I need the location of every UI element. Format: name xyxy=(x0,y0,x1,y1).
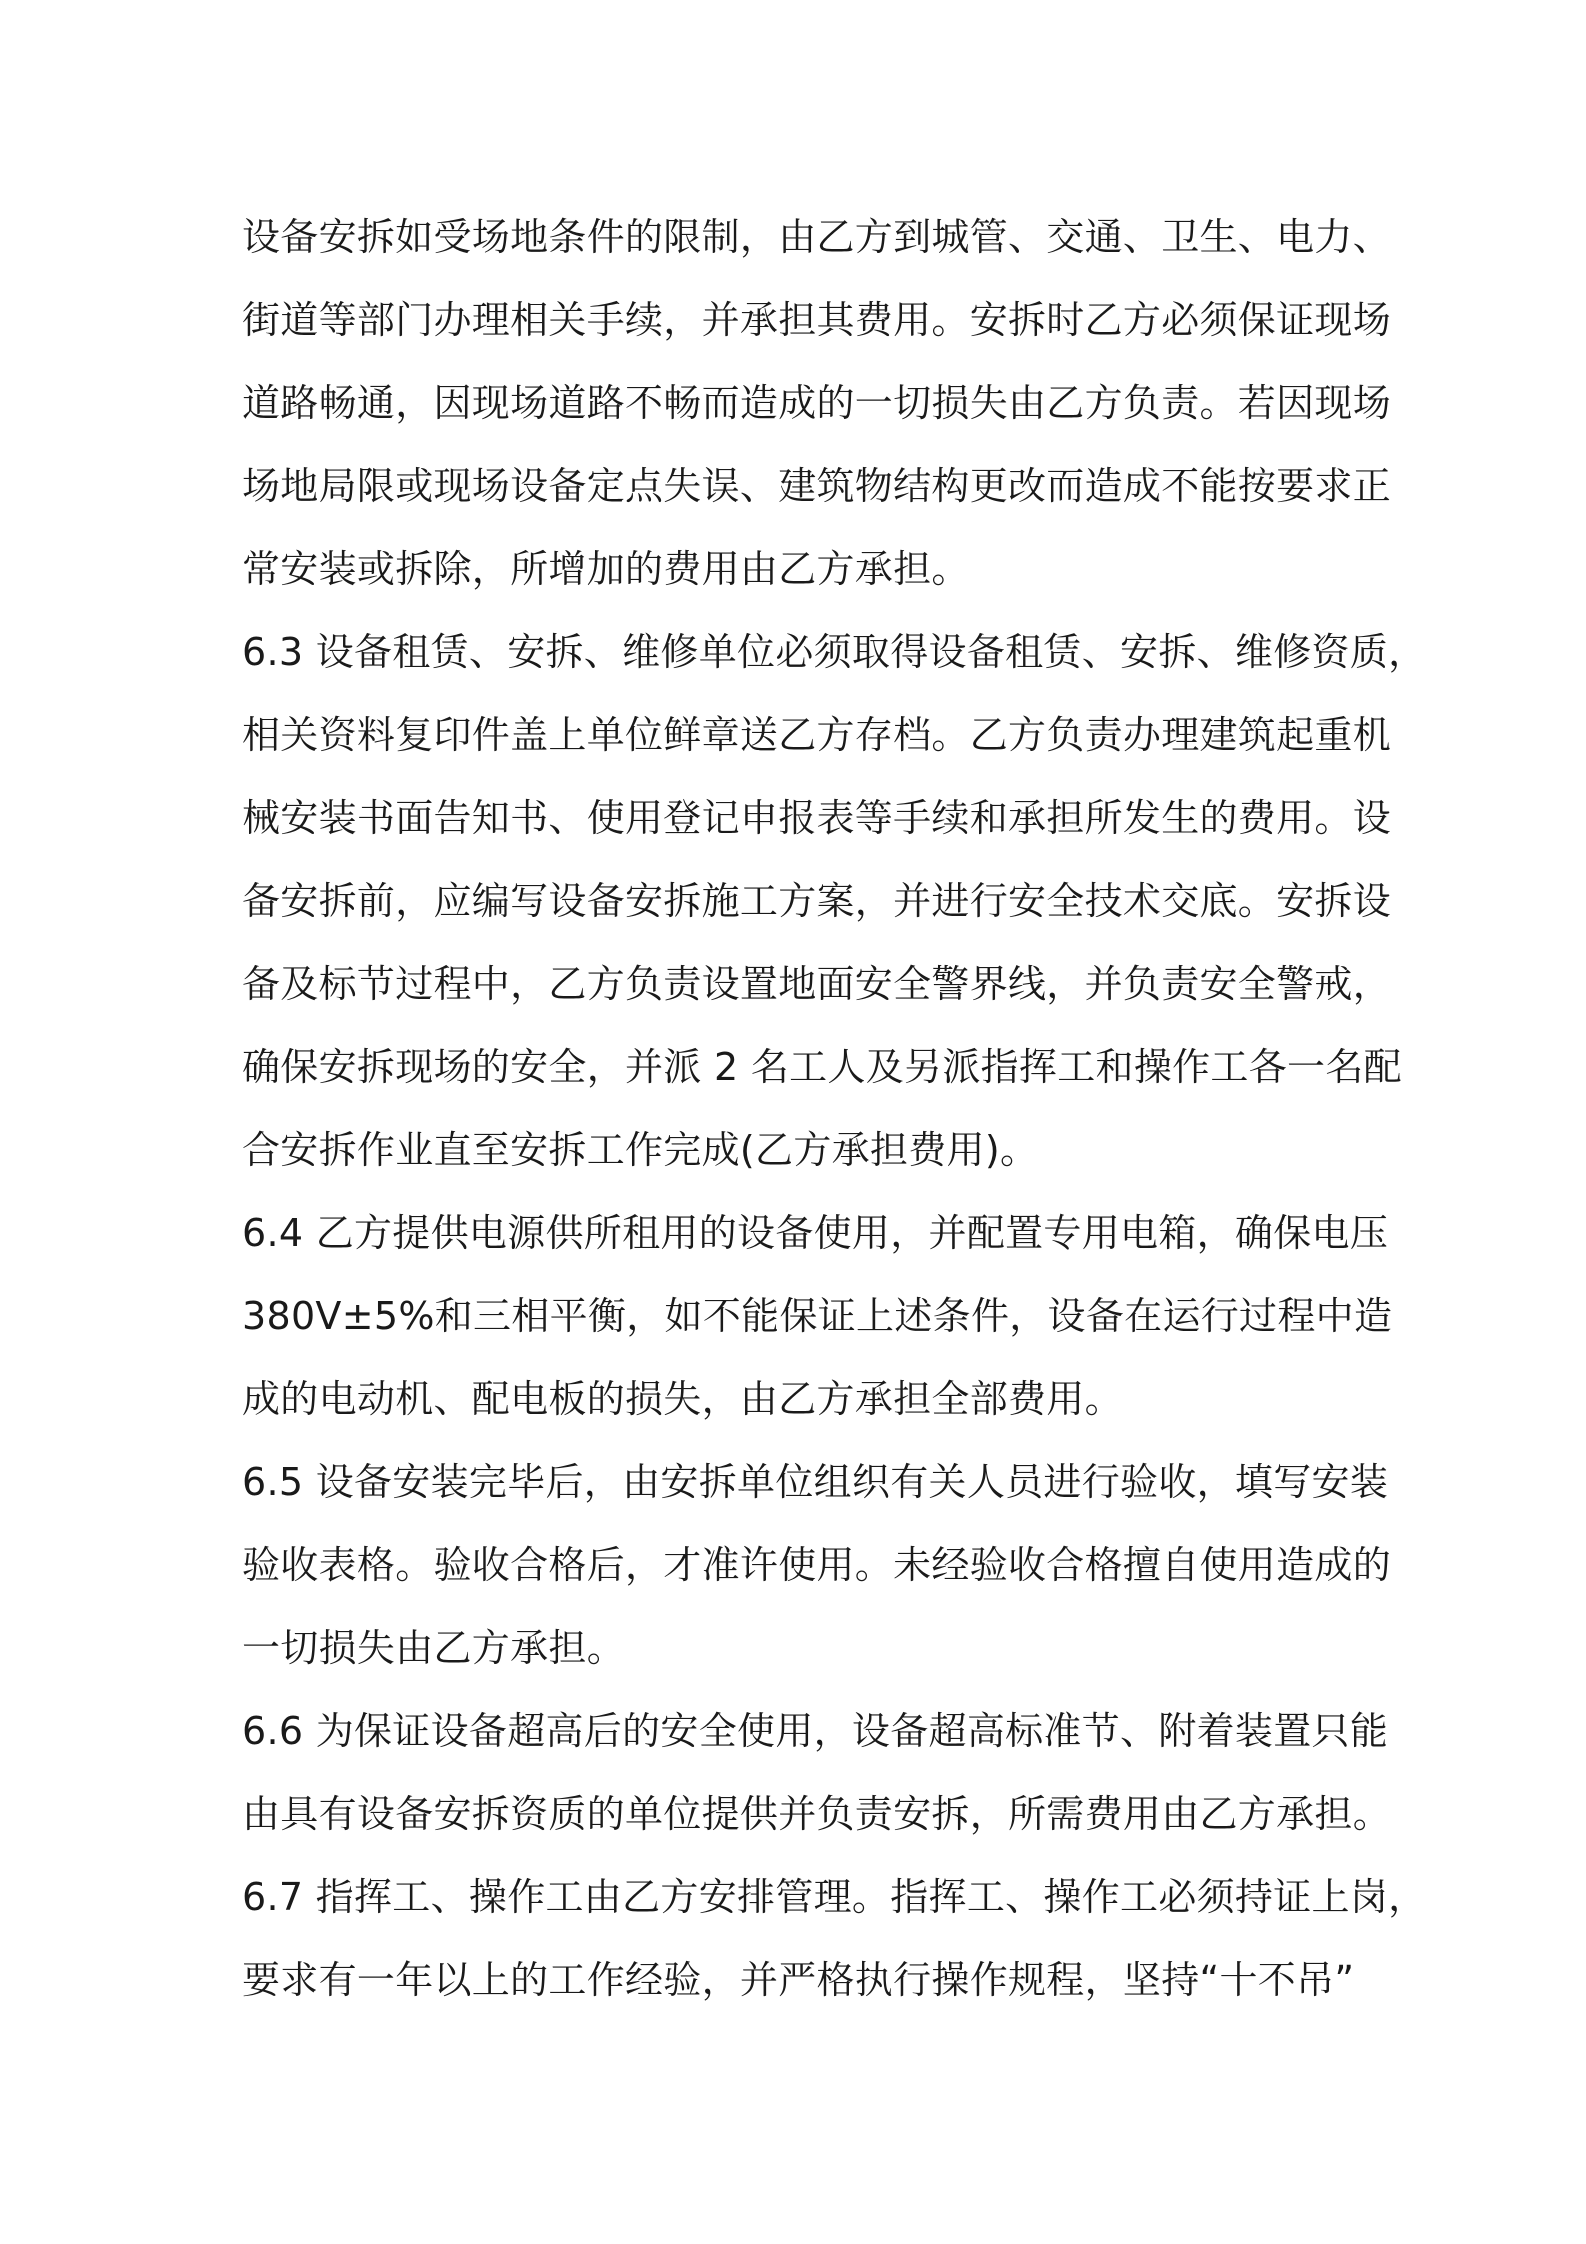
clause-6-4-line: 6.4 乙方提供电源供所租用的设备使用，并配置专用电箱，确保电压 xyxy=(242,1211,1389,1255)
text-line: 常安装或拆除，所增加的费用由乙方承担。 xyxy=(242,547,970,591)
text-line: 合安拆作业直至安拆工作完成(乙方承担费用)。 xyxy=(242,1128,1039,1172)
clause-6-5-line: 6.5 设备安装完毕后，由安拆单位组织有关人员进行验收，填写安装 xyxy=(242,1460,1389,1504)
text-line: 备安拆前，应编写设备安拆施工方案，并进行安全技术交底。安拆设 xyxy=(242,879,1392,923)
text-line: 械安装书面告知书、使用登记申报表等手续和承担所发生的费用。设 xyxy=(242,796,1392,840)
clause-6-6-line: 6.6 为保证设备超高后的安全使用，设备超高标准节、附着装置只能 xyxy=(242,1709,1389,1753)
text-line: 道路畅通，因现场道路不畅而造成的一切损失由乙方负责。若因现场 xyxy=(242,381,1392,425)
clause-6-7-line: 6.7 指挥工、操作工由乙方安排管理。指挥工、操作工必须持证上岗， xyxy=(242,1875,1427,1919)
text-line: 要求有一年以上的工作经验，并严格执行操作规程，坚持“十不吊” xyxy=(242,1958,1355,2002)
text-line: 设备安拆如受场地条件的限制，由乙方到城管、交通、卫生、电力、 xyxy=(242,215,1392,259)
text-line: 备及标节过程中，乙方负责设置地面安全警界线，并负责安全警戒， xyxy=(242,962,1392,1006)
text-line: 场地局限或现场设备定点失误、建筑物结构更改而造成不能按要求正 xyxy=(242,464,1392,508)
document-body xyxy=(242,196,1427,2022)
clause-6-3-line: 6.3 设备租赁、安拆、维修单位必须取得设备租赁、安拆、维修资质， xyxy=(242,630,1427,674)
text-line: 一切损失由乙方承担。 xyxy=(242,1626,626,1670)
text-line: 由具有设备安拆资质的单位提供并负责安拆，所需费用由乙方承担。 xyxy=(242,1792,1392,1836)
text-line: 街道等部门办理相关手续，并承担其费用。安拆时乙方必须保证现场 xyxy=(242,298,1392,342)
text-line: 确保安拆现场的安全，并派 2 名工人及另派指挥工和操作工各一名配 xyxy=(242,1045,1402,1089)
text-line: 相关资料复印件盖上单位鲜章送乙方存档。乙方负责办理建筑起重机 xyxy=(242,713,1392,757)
text-line: 验收表格。验收合格后，才准许使用。未经验收合格擅自使用造成的 xyxy=(242,1543,1392,1587)
text-line: 成的电动机、配电板的损失，由乙方承担全部费用。 xyxy=(242,1377,1123,1421)
text-line: 380V±5%和三相平衡，如不能保证上述条件，设备在运行过程中造 xyxy=(242,1294,1393,1338)
